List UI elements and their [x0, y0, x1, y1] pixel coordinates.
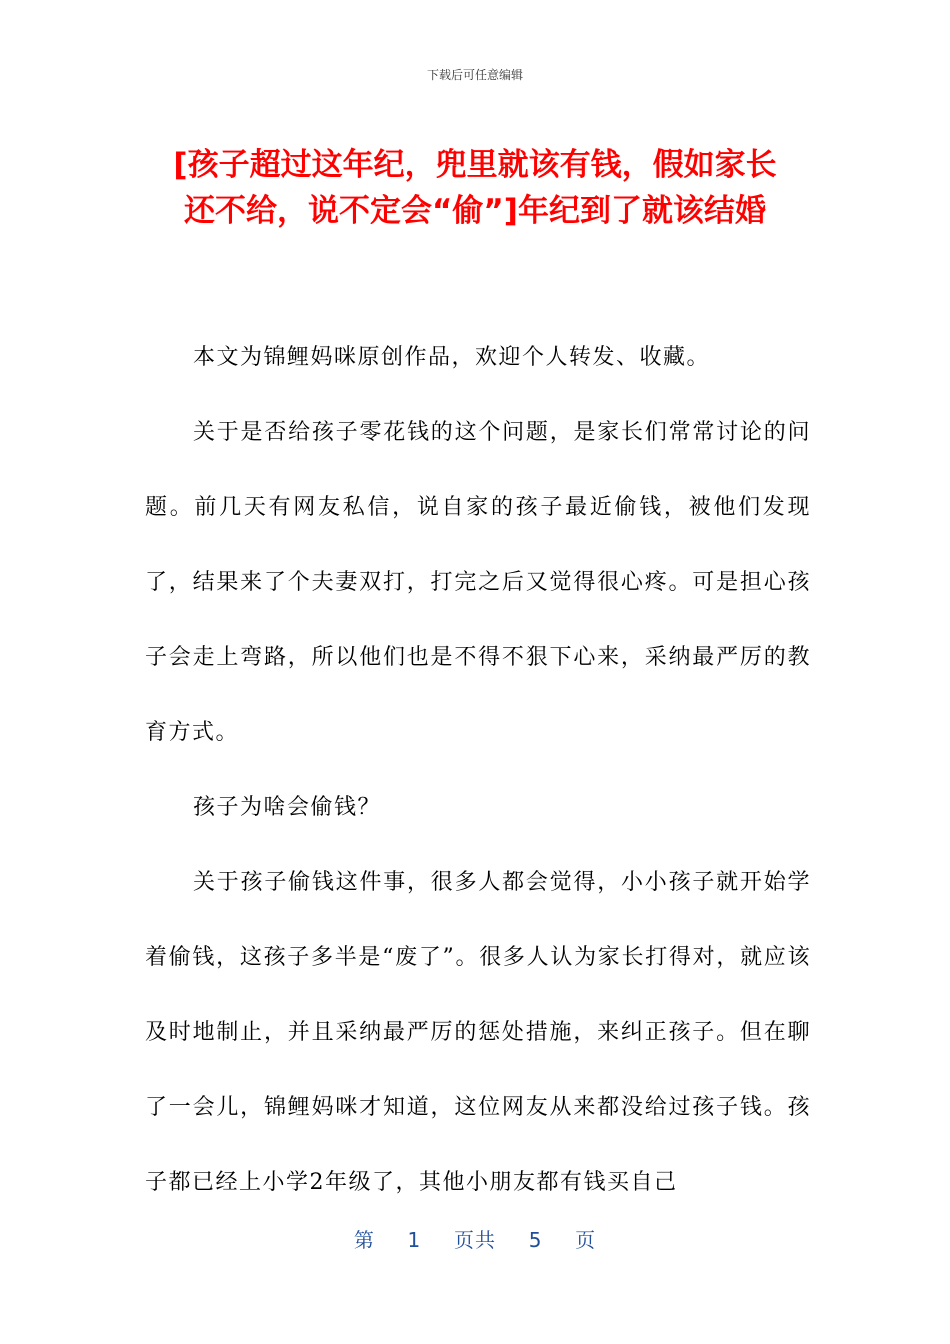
footer-suffix: 页	[575, 1228, 597, 1252]
paragraph-discussion: 关于孩子偷钱这件事，很多人都会觉得，小小孩子就开始学着偷钱，这孩子多半是“废了”。很多人认为家长打得对，就应该及时地制止，并且采纳最严厉的惩处措施，来纠正孩子。但在聊了一会儿，锦鲤妈咪才知道，这位网友从来都没给过孩子钱。孩子都已经上小学2年级了，其他小朋友都有钱买自己	[145, 870, 811, 1195]
page-footer	[0, 1224, 950, 1253]
paragraph-pocket-money: 关于是否给孩子零花钱的这个问题，是家长们常常讨论的问题。前几天有网友私信，说自家的孩子最近偷钱，被他们发现了，结果来了个夫妻双打，打完之后又觉得很心疼。可是担心孩子会走上弯路，所以他们也是不得不狠下心来，采纳最严厉的教育方式。	[145, 420, 811, 745]
paragraph-question: 孩子为啥会偷钱？	[193, 795, 382, 820]
footer-total-pages: 5	[528, 1228, 543, 1252]
header-note: 下载后可任意编辑	[426, 68, 523, 82]
paragraph-intro: 本文为锦鲤妈咪原创作品，欢迎个人转发、收藏。	[193, 345, 711, 370]
document-body	[145, 320, 811, 1220]
title-line-2: 还不给，说不定会“偷”]年纪到了就该结婚	[184, 193, 766, 229]
footer-mid: 页共	[454, 1228, 496, 1252]
title-line-1: [孩子超过这年纪，兜里就该有钱，假如家长	[173, 147, 777, 183]
footer-current-page: 1	[407, 1228, 422, 1252]
document-title	[120, 142, 830, 234]
footer-prefix: 第	[353, 1228, 375, 1252]
